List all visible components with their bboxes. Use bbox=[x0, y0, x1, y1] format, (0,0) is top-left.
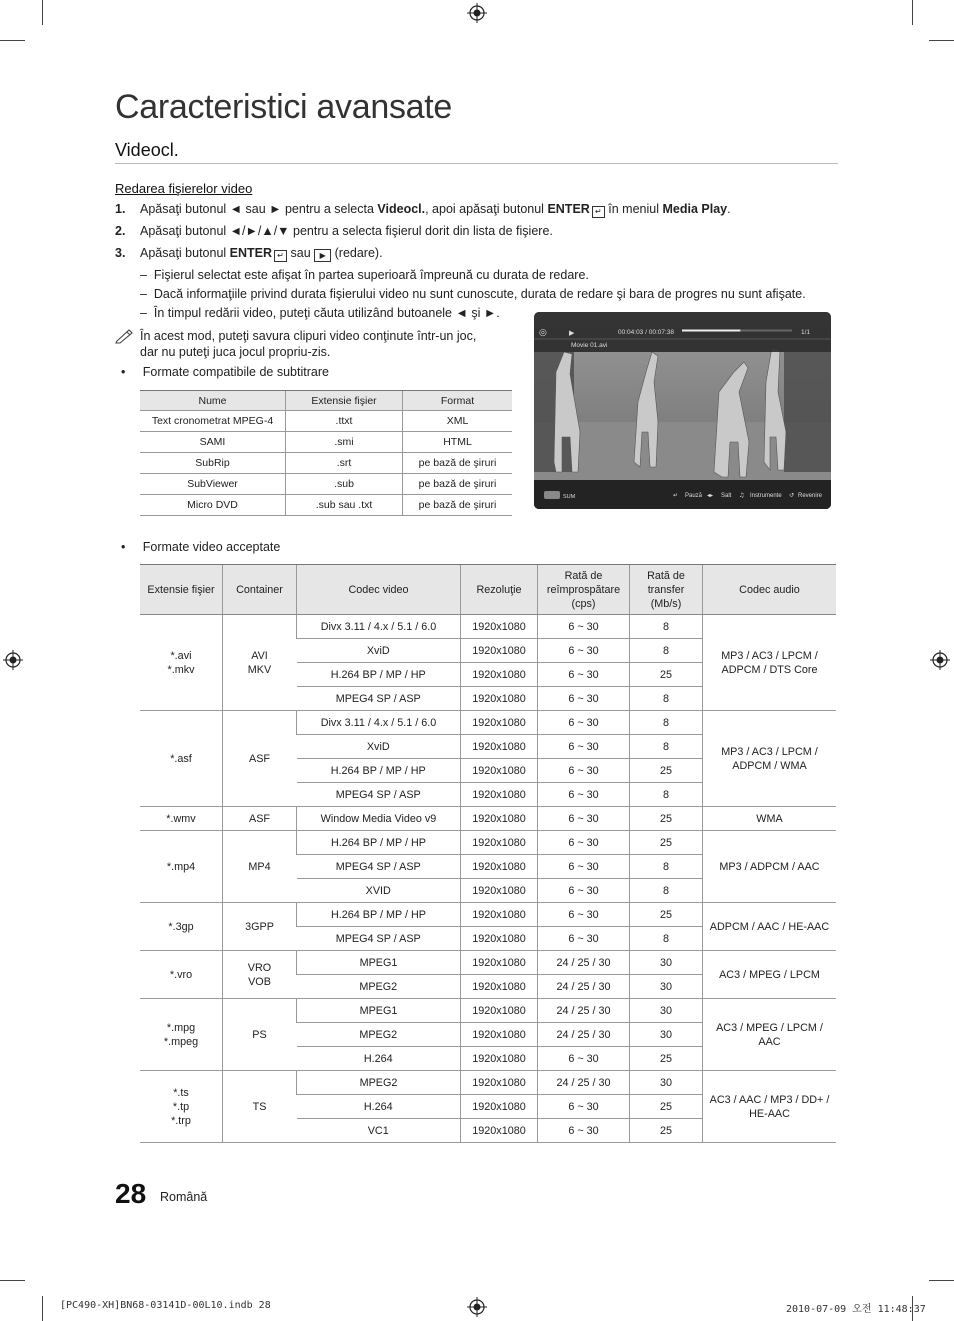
table-cell: 1920x1080 bbox=[461, 855, 538, 879]
table-cell: 8 bbox=[630, 735, 703, 759]
table-cell: 8 bbox=[630, 783, 703, 807]
table-cell: 30 bbox=[630, 999, 703, 1023]
table-cell: H.264 BP / MP / HP bbox=[297, 759, 461, 783]
crop-mark bbox=[929, 1280, 954, 1281]
table-cell: 6 ~ 30 bbox=[538, 615, 630, 639]
section-divider bbox=[115, 163, 838, 164]
table-header: Container bbox=[223, 565, 297, 615]
table-header: Rezoluţie bbox=[461, 565, 538, 615]
dash-note: – În timpul redării video, puteţi căuta utilizând butoanele ◄ şi ►. bbox=[140, 306, 500, 320]
table-header: Rată de transfer (Mb/s) bbox=[630, 565, 703, 615]
table-cell: 6 ~ 30 bbox=[538, 1047, 630, 1071]
table-row bbox=[140, 903, 836, 927]
registration-mark-icon bbox=[930, 650, 950, 670]
table-cell: H.264 bbox=[297, 1047, 461, 1071]
table-cell: 6 ~ 30 bbox=[538, 879, 630, 903]
table-cell: 8 bbox=[630, 687, 703, 711]
table-row bbox=[140, 807, 836, 831]
file-extension-cell: *.vro bbox=[140, 951, 223, 999]
table-row bbox=[140, 432, 512, 453]
table-cell: 1920x1080 bbox=[461, 759, 538, 783]
table-cell: 8 bbox=[630, 615, 703, 639]
table-cell: MPEG1 bbox=[297, 999, 461, 1023]
table-cell: 1920x1080 bbox=[461, 687, 538, 711]
note-text-line: dar nu puteţi juca jocul propriu-zis. bbox=[140, 345, 331, 359]
table-header: Format bbox=[403, 391, 513, 411]
player-tools-icon: ♫ bbox=[739, 492, 745, 499]
table-row bbox=[140, 474, 512, 495]
container-cell: TS bbox=[223, 1071, 297, 1143]
table-cell: 25 bbox=[630, 663, 703, 687]
table-header: Extensie fişier bbox=[140, 565, 223, 615]
crop-mark bbox=[42, 1296, 43, 1321]
table-cell: 6 ~ 30 bbox=[538, 687, 630, 711]
table-cell: 24 / 25 / 30 bbox=[538, 999, 630, 1023]
table-cell: H.264 BP / MP / HP bbox=[297, 831, 461, 855]
table-cell: 1920x1080 bbox=[461, 831, 538, 855]
audio-codec-cell: MP3 / AC3 / LPCM / ADPCM / WMA bbox=[703, 711, 837, 807]
table-cell: 30 bbox=[630, 951, 703, 975]
container-cell: AVI MKV bbox=[223, 615, 297, 711]
table-cell: 25 bbox=[630, 831, 703, 855]
table-cell: 6 ~ 30 bbox=[538, 807, 630, 831]
audio-codec-cell: MP3 / AC3 / LPCM / ADPCM / DTS Core bbox=[703, 615, 837, 711]
table-cell: 25 bbox=[630, 1119, 703, 1143]
table-cell: pe bază de şiruri bbox=[403, 474, 513, 495]
player-time: 00:04:03 / 00:07:38 bbox=[618, 329, 675, 336]
page-number: 28 bbox=[115, 1178, 147, 1209]
table-cell: Divx 3.11 / 4.x / 5.1 / 6.0 bbox=[297, 711, 461, 735]
table-cell: 25 bbox=[630, 807, 703, 831]
table-cell: XVID bbox=[297, 879, 461, 903]
file-extension-cell: *.3gp bbox=[140, 903, 223, 951]
audio-codec-cell: AC3 / MPEG / LPCM / AAC bbox=[703, 999, 837, 1071]
file-extension-cell: *.mpg *.mpeg bbox=[140, 999, 223, 1071]
table-cell: 6 ~ 30 bbox=[538, 1119, 630, 1143]
table-cell: 6 ~ 30 bbox=[538, 927, 630, 951]
table-cell: 1920x1080 bbox=[461, 783, 538, 807]
bullet-subtitle-formats: • Formate compatibile de subtitrare bbox=[121, 365, 329, 379]
table-cell: 1920x1080 bbox=[461, 711, 538, 735]
table-cell: 8 bbox=[630, 879, 703, 903]
table-cell: pe bază de şiruri bbox=[403, 495, 513, 516]
crop-mark bbox=[0, 1280, 25, 1281]
table-cell: 6 ~ 30 bbox=[538, 1095, 630, 1119]
player-enter-icon: ↵ bbox=[673, 493, 679, 499]
registration-mark-icon bbox=[3, 650, 23, 670]
table-cell: Micro DVD bbox=[140, 495, 286, 516]
table-cell: 1920x1080 bbox=[461, 1071, 538, 1095]
table-cell: VC1 bbox=[297, 1119, 461, 1143]
file-extension-cell: *.mp4 bbox=[140, 831, 223, 903]
player-page: 1/1 bbox=[801, 329, 811, 336]
file-extension-cell: *.asf bbox=[140, 711, 223, 807]
table-cell: MPEG1 bbox=[297, 951, 461, 975]
step-3-text: Apăsaţi butonul ENTER ↵ sau ▶ (redare). bbox=[140, 246, 383, 260]
table-cell: 25 bbox=[630, 1095, 703, 1119]
table-cell: Window Media Video v9 bbox=[297, 807, 461, 831]
player-tools-label: Instrumente bbox=[750, 493, 782, 499]
table-row bbox=[140, 453, 512, 474]
step-number: 2. bbox=[115, 224, 126, 238]
container-cell: VRO VOB bbox=[223, 951, 297, 999]
step-1-text: Apăsaţi butonul ◄ sau ► pentru a selecta Videocl., apoi apăsaţi butonul ENTER ↵ în meniul Media Play. bbox=[140, 202, 731, 216]
table-cell: .smi bbox=[286, 432, 403, 453]
table-cell: 1920x1080 bbox=[461, 807, 538, 831]
giraffe-scene-image bbox=[534, 312, 831, 509]
player-return-label: Revenire bbox=[798, 493, 823, 499]
player-jump-label: Salt bbox=[721, 493, 732, 499]
table-row bbox=[140, 495, 512, 516]
container-cell: MP4 bbox=[223, 831, 297, 903]
table-cell: 1920x1080 bbox=[461, 1119, 538, 1143]
table-cell: 6 ~ 30 bbox=[538, 759, 630, 783]
video-player-screenshot bbox=[534, 312, 831, 509]
table-row bbox=[140, 831, 836, 855]
enter-icon: ↵ bbox=[274, 250, 287, 262]
table-header: Rată de reîmprospătare (cps) bbox=[538, 565, 630, 615]
table-cell: MPEG2 bbox=[297, 1071, 461, 1095]
table-cell: .ttxt bbox=[286, 411, 403, 432]
footer-language: Română bbox=[160, 1190, 208, 1204]
table-cell: H.264 BP / MP / HP bbox=[297, 903, 461, 927]
imprint-date: 2010-07-09 오전 11:48:37 bbox=[786, 1304, 926, 1315]
table-cell: 1920x1080 bbox=[461, 615, 538, 639]
player-arrows-icon: ◂▸ bbox=[707, 492, 714, 499]
player-pause-label: Pauză bbox=[685, 493, 703, 499]
table-cell: 1920x1080 bbox=[461, 663, 538, 687]
crop-mark bbox=[929, 40, 954, 41]
table-cell: H.264 BP / MP / HP bbox=[297, 663, 461, 687]
table-cell: MPEG2 bbox=[297, 1023, 461, 1047]
table-cell: 1920x1080 bbox=[461, 975, 538, 999]
table-cell: MPEG4 SP / ASP bbox=[297, 783, 461, 807]
file-extension-cell: *.wmv bbox=[140, 807, 223, 831]
table-cell: 6 ~ 30 bbox=[538, 855, 630, 879]
table-header: Codec audio bbox=[703, 565, 837, 615]
step-number: 3. bbox=[115, 246, 126, 260]
container-cell: ASF bbox=[223, 711, 297, 807]
table-header: Codec video bbox=[297, 565, 461, 615]
audio-codec-cell: MP3 / ADPCM / AAC bbox=[703, 831, 837, 903]
table-row bbox=[140, 999, 836, 1023]
table-cell: 1920x1080 bbox=[461, 903, 538, 927]
table-row bbox=[140, 411, 512, 432]
table-cell: pe bază de şiruri bbox=[403, 453, 513, 474]
table-cell: SAMI bbox=[140, 432, 286, 453]
player-device-icon bbox=[544, 491, 560, 499]
table-cell: 1920x1080 bbox=[461, 999, 538, 1023]
file-extension-cell: *.avi *.mkv bbox=[140, 615, 223, 711]
table-cell: 30 bbox=[630, 975, 703, 999]
table-cell: 6 ~ 30 bbox=[538, 783, 630, 807]
note-text-line: În acest mod, puteţi savura clipuri video conţinute într-un joc, bbox=[140, 329, 477, 343]
table-cell: 8 bbox=[630, 711, 703, 735]
player-return-icon: ↺ bbox=[789, 492, 795, 499]
section-title: Videocl. bbox=[115, 140, 179, 160]
table-cell: SubViewer bbox=[140, 474, 286, 495]
table-cell: H.264 bbox=[297, 1095, 461, 1119]
dash-note: – Dacă informaţiile privind durata fişierului video nu sunt cunoscute, durata de redare şi bara de progres nu sunt afişate. bbox=[140, 287, 806, 301]
step-number: 1. bbox=[115, 202, 126, 216]
table-cell: HTML bbox=[403, 432, 513, 453]
table-cell: MPEG4 SP / ASP bbox=[297, 855, 461, 879]
table-cell: 8 bbox=[630, 639, 703, 663]
table-cell: 24 / 25 / 30 bbox=[538, 1023, 630, 1047]
table-row bbox=[140, 951, 836, 975]
table-cell: 1920x1080 bbox=[461, 951, 538, 975]
table-cell: .sub sau .txt bbox=[286, 495, 403, 516]
table-cell: .srt bbox=[286, 453, 403, 474]
step-2-text: Apăsaţi butonul ◄/►/▲/▼ pentru a selecta fişierul dorit din lista de fişiere. bbox=[140, 224, 553, 238]
table-cell: Divx 3.11 / 4.x / 5.1 / 6.0 bbox=[297, 615, 461, 639]
table-row bbox=[140, 1071, 836, 1095]
note-pencil-icon bbox=[115, 328, 135, 344]
page-title: Caracteristici avansate bbox=[115, 88, 453, 126]
audio-codec-cell: AC3 / MPEG / LPCM bbox=[703, 951, 837, 999]
imprint-file: [PC490-XH]BN68-03141D-00L10.indb 28 bbox=[60, 1300, 271, 1311]
table-cell: 30 bbox=[630, 1071, 703, 1095]
registration-mark-icon bbox=[467, 3, 487, 23]
table-cell: 1920x1080 bbox=[461, 927, 538, 951]
table-cell: 1920x1080 bbox=[461, 1095, 538, 1119]
table-cell: 1920x1080 bbox=[461, 1047, 538, 1071]
table-cell: 8 bbox=[630, 855, 703, 879]
table-row bbox=[140, 711, 836, 735]
audio-codec-cell: AC3 / AAC / MP3 / DD+ / HE-AAC bbox=[703, 1071, 837, 1143]
table-cell: SubRip bbox=[140, 453, 286, 474]
table-cell: 1920x1080 bbox=[461, 639, 538, 663]
dash-note: – Fişierul selectat este afişat în partea superioară împreună cu durata de redare. bbox=[140, 268, 589, 282]
crop-mark bbox=[42, 0, 43, 25]
table-cell: 6 ~ 30 bbox=[538, 735, 630, 759]
player-device: SUM bbox=[563, 494, 576, 500]
table-cell: MPEG4 SP / ASP bbox=[297, 927, 461, 951]
registration-mark-icon bbox=[467, 1297, 487, 1317]
table-cell: XviD bbox=[297, 639, 461, 663]
table-cell: 8 bbox=[630, 927, 703, 951]
player-play-icon: ▶ bbox=[569, 329, 575, 337]
container-cell: ASF bbox=[223, 807, 297, 831]
bullet-video-formats: • Formate video acceptate bbox=[121, 540, 281, 554]
table-cell: 25 bbox=[630, 1047, 703, 1071]
table-cell: 6 ~ 30 bbox=[538, 639, 630, 663]
player-logo-icon: ◎ bbox=[539, 328, 547, 338]
crop-mark bbox=[0, 40, 25, 41]
table-cell: MPEG4 SP / ASP bbox=[297, 687, 461, 711]
table-cell: 1920x1080 bbox=[461, 735, 538, 759]
player-progress-fill bbox=[682, 330, 740, 332]
table-header: Nume bbox=[140, 391, 286, 411]
table-row bbox=[140, 615, 836, 639]
file-extension-cell: *.ts *.tp *.trp bbox=[140, 1071, 223, 1143]
container-cell: PS bbox=[223, 999, 297, 1071]
enter-icon: ↵ bbox=[592, 206, 605, 218]
table-cell: 1920x1080 bbox=[461, 1023, 538, 1047]
player-filename: Movie 01.avi bbox=[571, 342, 608, 349]
table-cell: XviD bbox=[297, 735, 461, 759]
table-cell: MPEG2 bbox=[297, 975, 461, 999]
table-header: Extensie fişier bbox=[286, 391, 403, 411]
play-icon: ▶ bbox=[314, 249, 331, 262]
table-cell: 25 bbox=[630, 903, 703, 927]
table-cell: 30 bbox=[630, 1023, 703, 1047]
audio-codec-cell: WMA bbox=[703, 807, 837, 831]
table-cell: 6 ~ 30 bbox=[538, 903, 630, 927]
table-cell: 6 ~ 30 bbox=[538, 663, 630, 687]
crop-mark bbox=[912, 0, 913, 25]
table-cell: 24 / 25 / 30 bbox=[538, 975, 630, 999]
table-cell: 24 / 25 / 30 bbox=[538, 951, 630, 975]
table-cell: 24 / 25 / 30 bbox=[538, 1071, 630, 1095]
table-cell: XML bbox=[403, 411, 513, 432]
container-cell: 3GPP bbox=[223, 903, 297, 951]
table-cell: 25 bbox=[630, 759, 703, 783]
video-formats-table bbox=[140, 564, 836, 1143]
subheading: Redarea fişierelor video bbox=[115, 181, 253, 196]
table-cell: 1920x1080 bbox=[461, 879, 538, 903]
table-cell: .sub bbox=[286, 474, 403, 495]
subtitle-formats-table bbox=[140, 390, 512, 516]
audio-codec-cell: ADPCM / AAC / HE-AAC bbox=[703, 903, 837, 951]
table-cell: 6 ~ 30 bbox=[538, 711, 630, 735]
table-cell: 6 ~ 30 bbox=[538, 831, 630, 855]
table-cell: Text cronometrat MPEG-4 bbox=[140, 411, 286, 432]
